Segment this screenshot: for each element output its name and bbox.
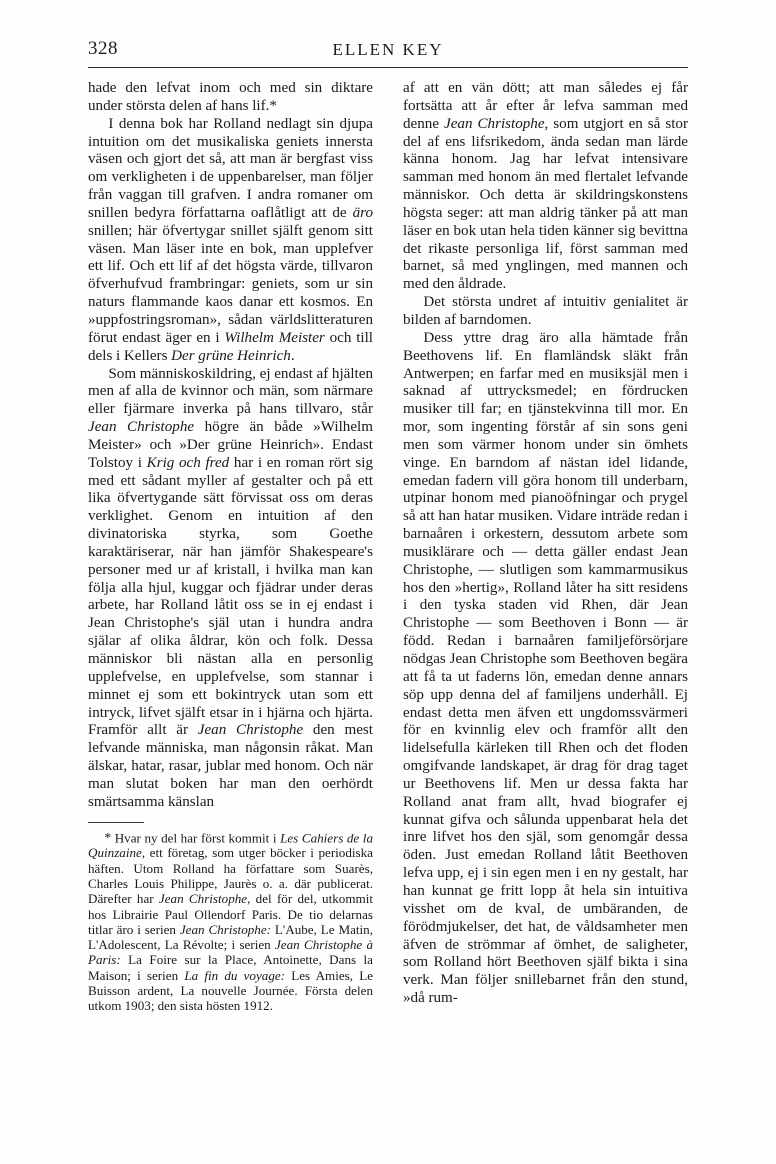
footnote-text	[88, 830, 373, 1014]
page-folio-number: 328	[88, 38, 118, 59]
italic-run: La fin du voyage:	[184, 967, 286, 983]
italic-run: Jean Christophe	[444, 115, 545, 132]
text-run: , del för del, utkommit hos Librairie Paul Ollendorf Paris. De tio delarnas titlar äro i serien	[88, 891, 373, 937]
footnote-marker: *	[104, 829, 112, 845]
italic-run: Jean Christophe	[197, 722, 304, 739]
italic-run: Wilhelm Meister	[224, 329, 325, 346]
footnote-gap	[88, 812, 373, 822]
paragraph	[88, 116, 373, 366]
text-run: Som människoskildring, ej endast af hjälten men af alla de kvinnor och män, som närmare eller fjärmare inverka på hans tillvaro, står	[88, 365, 373, 418]
paragraph	[88, 80, 373, 116]
italic-run: Der grüne Heinrich	[171, 347, 291, 364]
italic-run: Jean Christophe	[88, 419, 195, 436]
right-column-body	[403, 80, 688, 1008]
text-run: högre än både »Wilhelm Meister» och »Der grüne Heinrich». Endast Tolstoy i	[88, 419, 373, 471]
text-run: har i en roman rört sig med ett sådant myller af gestalter och på ett lika öfvertygande sätt förvissat oss om deras verklighet. Genom en intuition af den divinatoriska styrka, som Goethe karaktäriserar, när han jämför Shakespeare's personer med ur af kristall, i hvilka man kan följa alla hjul, kuggar och fjädrar under deras arbete, har Rolland låtit oss se in ej endast i Jean Christophe's själ utan i hundra andra själar af olika åldrar, kön och folk. Dessa människor bli nästan alla en personlig upplefvelse, en upplefvelse, som stannar i minnet ej som ett bokintryck utan som ett intryck, lifvet själft etsar in i hjärna och hjärta. Framför allt är	[88, 454, 373, 739]
footnote-paragraph	[88, 830, 373, 1014]
italic-run: Jean Christophe:	[179, 921, 272, 937]
left-column-body	[88, 80, 373, 812]
text-run: snillen; här öfvertygar snillet själft genom sitt väsen. Man läser inte en bok, man upplefver ett lif. Och ett lif af det högsta värde, tillvaron öfverhufvud frambringar: geniets, som ur sin naturs flammande kaos danar ett kosmos. En »uppfostringsroman», sådan världslitteraturen förut endast äger en i	[88, 222, 373, 346]
text-run: La Foire sur la Place, Antoinette, Dans la Maison; i serien	[88, 952, 373, 983]
text-run: och till dels i Kellers	[88, 329, 373, 364]
footnote-reference-mark: *	[269, 97, 277, 114]
text-run: Les Amies, Le Buisson ardent, La nouvelle Journée. Första delen utkom 1903; den sista hösten 1912.	[88, 967, 374, 1014]
text-run: ett företag, som utger böcker i periodiska häften. Utom Rolland ha författare som Suarès, Charles Louis Philippe, Jaurès o. a. där publicerat. Därefter har	[88, 845, 373, 907]
column-right	[403, 80, 688, 1008]
paragraph	[403, 294, 688, 330]
italic-run: Jean Christophe à Paris:	[88, 937, 373, 968]
text-run: hade den lefvat inom och med sin diktare under största delen af hans lif.	[88, 80, 373, 114]
footnote-separator-rule	[88, 822, 144, 823]
text-run: af att en vän dött; att man således ej får fortsätta att år efter år lefva samman med denne	[403, 80, 688, 132]
running-head-title: ELLEN KEY	[332, 40, 444, 59]
column-left	[88, 80, 373, 1014]
text-run: den mest lefvande människa, man någonsin råkat. Man älskar, hatar, rasar, jublar med honom. Och när man slutat boken har man den oerhördt smärtsamma känslan	[88, 722, 373, 810]
text-run: , som utgjort en så stor del af ens lifsrikedom, ända sedan man lärde känna honom. Jag har lefvat intensivare samman med honom än med flertalet lefvande människor. Och detta är skildringskonstens högsta seger: att man aldrig tänker på att man läser en bok utan hela tiden känner sig bevittna det rikaste personliga lif, först samman med barnet, så med ynglingen, med mannen och med den åldrade.	[403, 115, 688, 293]
paragraph	[88, 366, 373, 812]
running-head	[88, 38, 688, 68]
paragraph	[403, 330, 688, 1008]
text-run: I denna bok har Rolland nedlagt sin djupa intuition om det musikaliska geniets innersta väsen och gjort det så, att man är bergfast viss om verkligheten i de uppenbarelser, man följer från vaggan till grafven. I andra romaner om snillen bedyra författarna oaflåtligt att de	[88, 115, 373, 221]
italic-run: Les Cahiers de la Quinzaine,	[88, 830, 373, 861]
text-run: Dess yttre drag äro alla hämtade från Beethovens lif. En flamländsk släkt från Antwerpen; en farfar med en musiksjäl men i saknad af uttrycksmedel; en fördrucken musiker till far; en tjänstekvinna till mor. En mor, som ingenting förstår af sin sons geni men som värmer honom under sin ömhets vinge. En barndom af nästan idel lidande, emedan fadern vill göra honom till underbarn, utpinar honom med pianoöfningar och prygel så att han hatar musiken. Vidare inträde redan i barnaåren i orkestern, dessutom arbete som musiklärare och — detta gäller endast Jean Christophe, — slutligen som kammarmusikus hos den »hertig», Rolland låter ha sitt residens i den tyska staden vid Rhen, där Jean Christophe — som Beethoven i Bonn — är född. Redan i barnaåren familjeförsörjare nödgas Jean Christophe som Beethoven begära att få ta ut faderns lön, emedan denne annars söp upp denna del af familjens underhåll. Ej endast detta men äfven ett ungdomssvärmeri för en kvinnlig elev och framför allt den lidelsefulla kärleken till Rhen och det floden omgifvande landskapet, är drag för drag taget ur Beethovens lif. Men ur dessa fakta har Rolland anat fram allt, hvad biografer ej kunnat gifva och sålunda uppenbarat hela det inre lifvet hos den själ, som genomgår dessa öden. Just emedan Rolland låtit Beethoven lefva upp, ej i sin egen men i en ny gestalt, har han kunnat ge fritt lopp åt hela sin intuitiva visshet om de kval, de umbäranden, de förödmjukelser, det hat, de våldsamheter men äfven de strömmar af ömhet, de saligheter, som Rolland hört Beethoven själf bikta i sina verk. Man följer snillebarnet från den stund, »då rum-	[403, 329, 688, 1007]
text-run: .	[290, 347, 295, 364]
text-run: Hvar ny del har först kommit i	[111, 830, 281, 846]
footnote-block	[88, 812, 373, 1014]
italic-run: Jean Christophe	[158, 891, 248, 907]
paragraph	[403, 80, 688, 294]
header-rule	[88, 67, 688, 68]
text-run: Det största undret af intuitiv genialitet är bilden af barndomen.	[403, 294, 688, 328]
italic-run: Krig och fred	[146, 454, 230, 471]
italic-run: äro	[352, 204, 373, 221]
text-run: L'Aube, Le Matin, L'Adolescent, La Révolte; i serien	[88, 921, 373, 953]
